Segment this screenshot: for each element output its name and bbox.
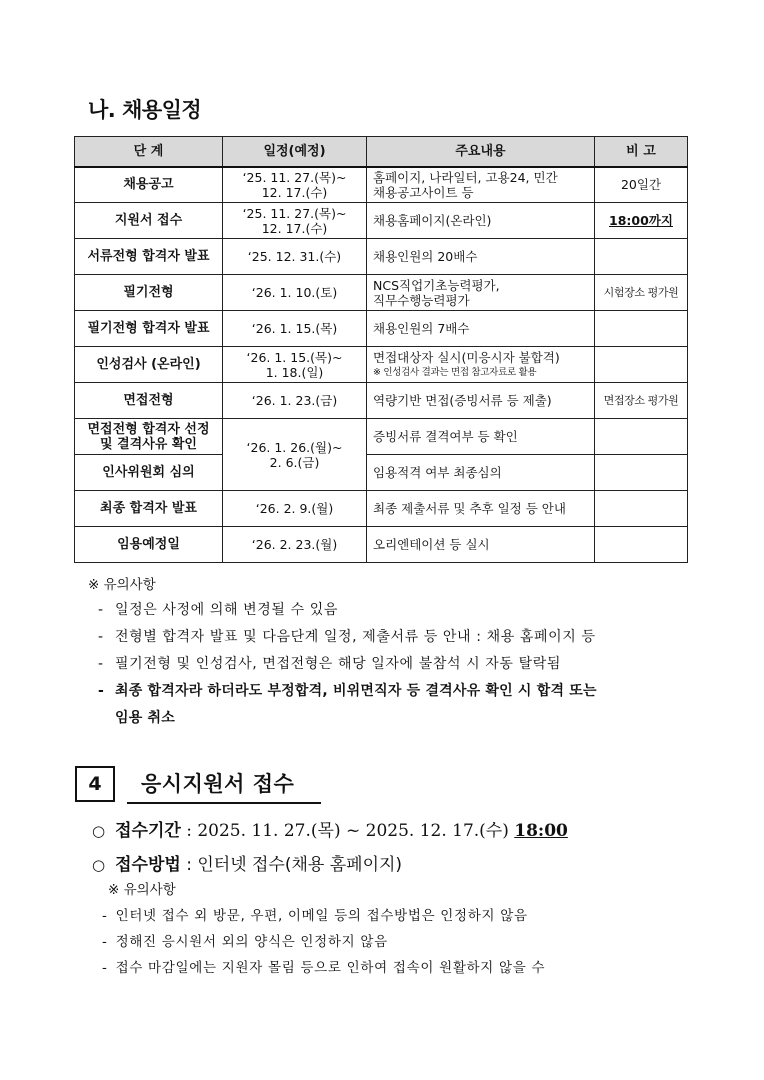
note-cell: 18:00까지 [595, 203, 688, 239]
stage-cell: 면접전형 합격자 선정 및 결격사유 확인 [75, 419, 223, 455]
content-cell: 오리엔테이션 등 실시 [367, 527, 595, 563]
content-cell: 홈페이지, 나라일터, 고용24, 민간 채용공고사이트 등 [367, 167, 595, 203]
circle-bullet-icon: ○ [92, 856, 106, 874]
date-cell: ‘26. 1. 23.(금) [223, 383, 367, 419]
content-cell: 면접대상자 실시(미응시자 불합격) ※ 인성검사 결과는 면접 참고자료로 활용 [367, 347, 595, 383]
notes2-heading: ※ 유의사항 [108, 882, 176, 898]
stage-cell: 인사위원회 심의 [75, 455, 223, 491]
schedule-table [74, 136, 688, 563]
table-row [75, 455, 688, 491]
table-header-row [75, 137, 688, 167]
table-row [75, 167, 688, 203]
content-cell: 채용인원의 20배수 [367, 239, 595, 275]
table-row [75, 275, 688, 311]
section-4-title: 응시지원서 접수 [141, 772, 295, 796]
table-row [75, 491, 688, 527]
section-number: 4 [75, 766, 115, 802]
period-deadline-time: 18:00 [514, 821, 568, 841]
circle-bullet-icon: ○ [92, 822, 106, 840]
method-label: 접수방법 [115, 855, 181, 875]
table-row [75, 527, 688, 563]
note2-item: - 접수 마감일에는 지원자 몰림 등으로 인하여 접속이 원활하지 않을 수 [102, 960, 546, 976]
header-content: 주요내용 [367, 137, 595, 167]
stage-cell: 면접전형 [75, 383, 223, 419]
note-cell [595, 455, 688, 491]
note-cell [595, 311, 688, 347]
period-value: 2025. 11. 27.(목) ~ 2025. 12. 17.(수) [197, 821, 515, 841]
note-cell [595, 419, 688, 455]
note-item: - 전형별 합격자 발표 및 다음단계 일정, 제출서류 등 안내 : 채용 홈페이지 등 [98, 629, 596, 645]
note-cell: 시험장소 평가원 [595, 275, 688, 311]
content-cell: 역량기반 면접(증빙서류 등 제출) [367, 383, 595, 419]
method-value: 인터넷 접수(채용 홈페이지) [197, 855, 403, 875]
stage-cell: 필기전형 [75, 275, 223, 311]
stage-cell: 인성검사 (온라인) [75, 347, 223, 383]
date-cell: ‘26. 2. 23.(월) [223, 527, 367, 563]
note-cell [595, 239, 688, 275]
table-row [75, 383, 688, 419]
stage-cell: 지원서 접수 [75, 203, 223, 239]
note2-item: - 정해진 응시원서 외의 양식은 인정하지 않음 [102, 934, 388, 950]
stage-cell: 최종 합격자 발표 [75, 491, 223, 527]
content-cell: 채용인원의 7배수 [367, 311, 595, 347]
note-item: - 일정은 사정에 의해 변경될 수 있음 [98, 602, 338, 618]
header-date: 일정(예정) [223, 137, 367, 167]
note-item-strong: - 최종 합격자라 하더라도 부정합격, 비위면직자 등 결격사유 확인 시 합격 또는 임용 취소 [98, 683, 597, 726]
title-underline [127, 802, 321, 804]
date-cell: ‘26. 1. 26.(월)~ 2. 6.(금) [223, 419, 367, 491]
section-4-heading [75, 766, 335, 804]
application-notes [102, 877, 702, 981]
notes-heading: ※ 유의사항 [88, 577, 156, 593]
application-method: ○ 접수방법 : 인터넷 접수(채용 홈페이지) [92, 855, 403, 875]
schedule-notes [88, 573, 698, 732]
table-row [75, 419, 688, 455]
date-cell: ‘26. 1. 15.(목) [223, 311, 367, 347]
note-item: - 필기전형 및 인성검사, 면접전형은 해당 일자에 불참석 시 자동 탈락됨 [98, 656, 561, 672]
stage-cell: 채용공고 [75, 167, 223, 203]
table-row [75, 311, 688, 347]
date-cell: ‘25. 12. 31.(수) [223, 239, 367, 275]
stage-cell: 임용예정일 [75, 527, 223, 563]
stage-cell: 서류전형 합격자 발표 [75, 239, 223, 275]
note2-item: - 인터넷 접수 외 방문, 우편, 이메일 등의 접수방법은 인정하지 않음 [102, 908, 528, 924]
table-row [75, 239, 688, 275]
date-cell: ‘26. 1. 10.(토) [223, 275, 367, 311]
date-cell: ‘26. 2. 9.(월) [223, 491, 367, 527]
content-cell: 임용적격 여부 최종심의 [367, 455, 595, 491]
section-title: 나. 채용일정 [88, 98, 202, 122]
date-cell: ‘26. 1. 15.(목)~ 1. 18.(일) [223, 347, 367, 383]
note-cell: 면접장소 평가원 [595, 383, 688, 419]
note-cell: 20일간 [595, 167, 688, 203]
header-note: 비 고 [595, 137, 688, 167]
note-cell [595, 491, 688, 527]
stage-cell: 필기전형 합격자 발표 [75, 311, 223, 347]
content-cell: NCS직업기초능력평가, 직무수행능력평가 [367, 275, 595, 311]
table-row [75, 203, 688, 239]
content-cell: 증빙서류 결격여부 등 확인 [367, 419, 595, 455]
date-cell: ‘25. 11. 27.(목)~ 12. 17.(수) [223, 203, 367, 239]
header-stage: 단 계 [75, 137, 223, 167]
date-cell: ‘25. 11. 27.(목)~ 12. 17.(수) [223, 167, 367, 203]
content-cell: 최종 제출서류 및 추후 일정 등 안내 [367, 491, 595, 527]
content-subnote: ※ 인성검사 결과는 면접 참고자료로 활용 [373, 366, 537, 378]
note-cell [595, 527, 688, 563]
note-cell [595, 347, 688, 383]
application-period: ○ 접수기간 : 2025. 11. 27.(목) ~ 2025. 12. 17.(수) 18:00 [92, 821, 568, 841]
content-cell: 채용홈페이지(온라인) [367, 203, 595, 239]
period-label: 접수기간 [115, 821, 181, 841]
table-row [75, 347, 688, 383]
